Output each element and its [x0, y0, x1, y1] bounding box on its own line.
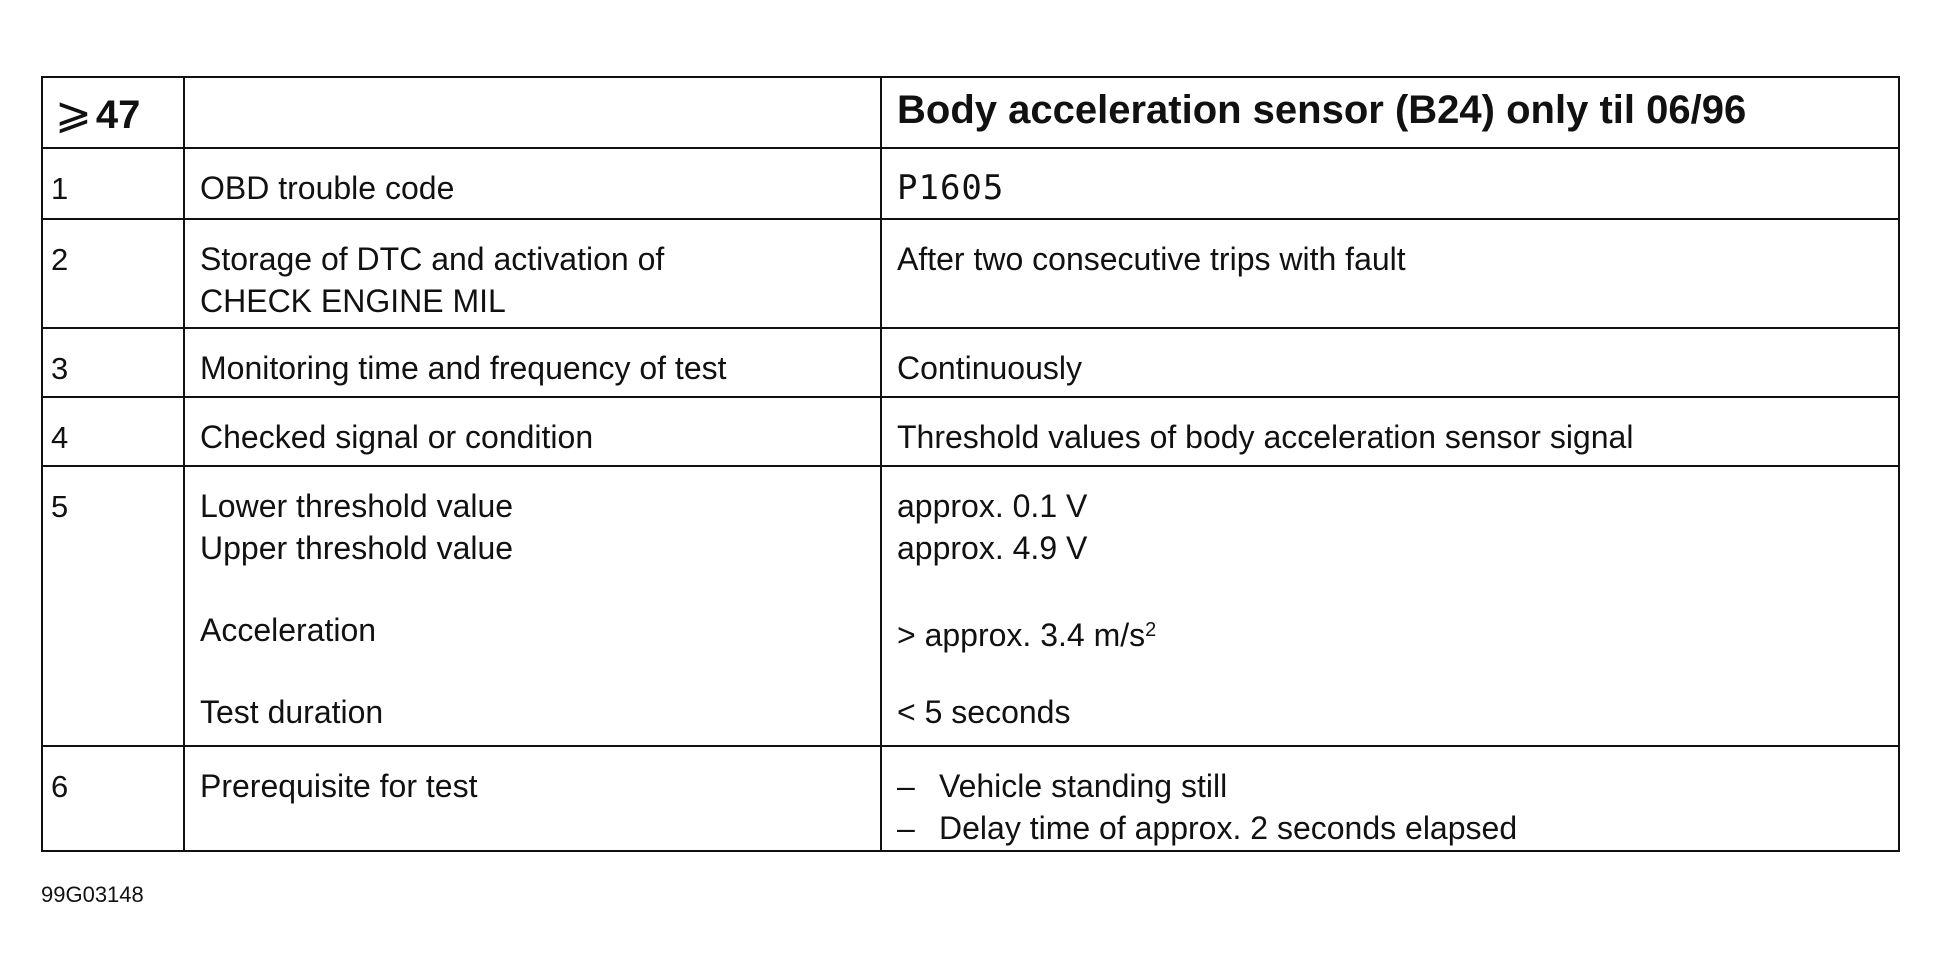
row-number: 6 — [42, 746, 184, 851]
row-value: Continuously — [881, 328, 1899, 396]
row-value — [881, 746, 1899, 851]
row-number: 3 — [42, 328, 184, 396]
dtc-code: P1605 — [897, 168, 1005, 209]
dash-bullet: – — [897, 810, 915, 847]
table-row — [42, 466, 1899, 746]
row-label — [184, 466, 881, 746]
prerequisite-text: Delay time of approx. 2 seconds elapsed — [939, 810, 1518, 847]
figure-code: 99G03148 — [41, 882, 144, 907]
reference-arrow-icon: ⩾ — [55, 89, 92, 138]
table-title: Body acceleration sensor (B24) only til 06/96 — [881, 77, 1899, 148]
row-label: Checked signal or condition — [184, 397, 881, 466]
reference-number: 47 — [95, 93, 141, 137]
table-row — [42, 219, 1899, 329]
prerequisite-item — [897, 765, 1898, 807]
table-row — [42, 328, 1899, 396]
row-label: OBD trouble code — [184, 148, 881, 218]
acceleration-label — [200, 569, 880, 651]
row-value — [881, 466, 1899, 746]
row-number: 2 — [42, 219, 184, 329]
table-row — [42, 746, 1899, 851]
row-number: 4 — [42, 397, 184, 466]
acceleration-label-text: Acceleration — [200, 611, 377, 648]
upper-threshold-label: Upper threshold value — [200, 529, 514, 566]
row-label — [184, 219, 881, 329]
prerequisite-text: Vehicle standing still — [939, 768, 1228, 805]
row-value: After two consecutive trips with fault — [881, 219, 1899, 329]
table-header-row — [42, 77, 1899, 148]
test-duration-value — [897, 651, 1898, 733]
row-number: 5 — [42, 466, 184, 746]
row-label: Prerequisite for test — [184, 746, 881, 851]
acceleration-exponent: 2 — [1145, 618, 1157, 641]
row-label-line: Storage of DTC and activation of — [200, 240, 665, 277]
test-duration-value-text: < 5 seconds — [897, 693, 1071, 730]
acceleration-value — [897, 569, 1898, 651]
upper-threshold-value: approx. 4.9 V — [897, 529, 1088, 566]
reference-cell — [42, 77, 184, 148]
acceleration-value-text: > approx. 3.4 m/s — [897, 616, 1146, 653]
prerequisite-item — [897, 807, 1898, 849]
lower-threshold-label: Lower threshold value — [200, 487, 514, 524]
test-duration-label-text: Test duration — [200, 693, 384, 730]
row-value: Threshold values of body acceleration sensor signal — [881, 397, 1899, 466]
table-row — [42, 148, 1899, 218]
dash-bullet: – — [897, 768, 915, 805]
row-label: Monitoring time and frequency of test — [184, 328, 881, 396]
row-number: 1 — [42, 148, 184, 218]
dtc-info-table — [41, 76, 1900, 852]
row-label-line: CHECK ENGINE MIL — [200, 282, 506, 319]
header-blank-cell — [184, 77, 881, 148]
row-value — [881, 148, 1899, 218]
table-row — [42, 397, 1899, 466]
lower-threshold-value: approx. 0.1 V — [897, 487, 1088, 524]
test-duration-label — [200, 651, 880, 733]
